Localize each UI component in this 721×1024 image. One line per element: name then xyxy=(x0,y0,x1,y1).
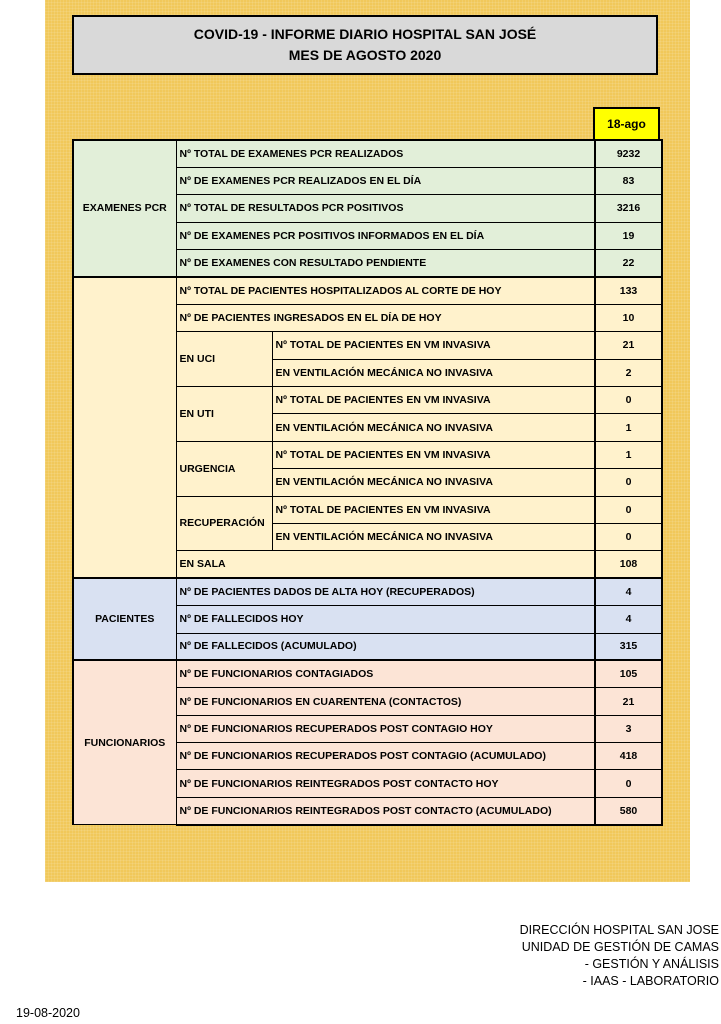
row-value: 418 xyxy=(595,743,662,770)
unit-label-uci: EN UCI xyxy=(176,332,272,387)
row-label: Nº DE FUNCIONARIOS REINTEGRADOS POST CONTACTO HOY xyxy=(176,770,595,797)
row-label: Nº DE FUNCIONARIOS CONTAGIADOS xyxy=(176,660,595,687)
report-title-line2: MES DE AGOSTO 2020 xyxy=(288,47,442,63)
table-row xyxy=(73,140,662,167)
row-value: 105 xyxy=(595,660,662,687)
row-value: 0 xyxy=(595,496,662,523)
report-title xyxy=(72,15,658,75)
group-label-examenes: EXAMENES PCR xyxy=(73,140,176,277)
row-value: 133 xyxy=(595,277,662,304)
row-value: 4 xyxy=(595,606,662,633)
row-value: 4 xyxy=(595,578,662,605)
row-label: EN VENTILACIÓN MECÁNICA NO INVASIVA xyxy=(272,359,595,386)
row-label: Nº TOTAL DE EXAMENES PCR REALIZADOS xyxy=(176,140,595,167)
row-value: 19 xyxy=(595,222,662,249)
row-label: EN VENTILACIÓN MECÁNICA NO INVASIVA xyxy=(272,414,595,441)
row-label: Nº TOTAL DE PACIENTES HOSPITALIZADOS AL CORTE DE HOY xyxy=(176,277,595,304)
row-value: 83 xyxy=(595,167,662,194)
group-label-funcionarios: FUNCIONARIOS xyxy=(73,660,176,824)
row-value: 1 xyxy=(595,414,662,441)
row-value: 9232 xyxy=(595,140,662,167)
table-row xyxy=(73,578,662,605)
row-label: Nº TOTAL DE PACIENTES EN VM INVASIVA xyxy=(272,387,595,414)
row-label: Nº DE PACIENTES DADOS DE ALTA HOY (RECUPERADOS) xyxy=(176,578,595,605)
row-value: 580 xyxy=(595,797,662,824)
row-label: Nº DE FALLECIDOS (ACUMULADO) xyxy=(176,633,595,660)
row-label: Nº TOTAL DE PACIENTES EN VM INVASIVA xyxy=(272,441,595,468)
row-label: Nº TOTAL DE RESULTADOS PCR POSITIVOS xyxy=(176,195,595,222)
report-title-line1: COVID-19 - INFORME DIARIO HOSPITAL SAN JOSÉ xyxy=(193,26,537,42)
row-label: Nº DE EXAMENES CON RESULTADO PENDIENTE xyxy=(176,250,595,277)
group-label-hospitalizados xyxy=(73,277,176,578)
row-value: 22 xyxy=(595,250,662,277)
row-label: EN SALA xyxy=(176,551,595,578)
footer-line: DIRECCIÓN HOSPITAL SAN JOSE xyxy=(519,923,719,937)
row-value: 0 xyxy=(595,469,662,496)
row-label: Nº DE FALLECIDOS HOY xyxy=(176,606,595,633)
row-label: Nº TOTAL DE PACIENTES EN VM INVASIVA xyxy=(272,332,595,359)
row-value: 2 xyxy=(595,359,662,386)
report-date: 19-08-2020 xyxy=(16,1006,80,1020)
row-label: Nº DE FUNCIONARIOS RECUPERADOS POST CONTAGIO HOY xyxy=(176,715,595,742)
unit-label-urgencia: URGENCIA xyxy=(176,441,272,496)
row-label: Nº DE FUNCIONARIOS EN CUARENTENA (CONTACTOS) xyxy=(176,688,595,715)
row-label: EN VENTILACIÓN MECÁNICA NO INVASIVA xyxy=(272,469,595,496)
row-value: 0 xyxy=(595,523,662,550)
row-label: Nº DE EXAMENES PCR POSITIVOS INFORMADOS EN EL DÍA xyxy=(176,222,595,249)
row-value: 21 xyxy=(595,332,662,359)
unit-label-recuperacion: RECUPERACIÓN xyxy=(176,496,272,551)
row-label: Nº DE PACIENTES INGRESADOS EN EL DÍA DE HOY xyxy=(176,304,595,331)
row-label: Nº DE FUNCIONARIOS RECUPERADOS POST CONTAGIO (ACUMULADO) xyxy=(176,743,595,770)
row-value: 3216 xyxy=(595,195,662,222)
group-label-pacientes: PACIENTES xyxy=(73,578,176,660)
footer-line: UNIDAD DE GESTIÓN DE CAMAS xyxy=(521,940,719,954)
row-label: Nº DE EXAMENES PCR REALIZADOS EN EL DÍA xyxy=(176,167,595,194)
table-row xyxy=(73,277,662,304)
date-column-header: 18-ago xyxy=(593,107,660,141)
row-value: 10 xyxy=(595,304,662,331)
footer-line: - IAAS - LABORATORIO xyxy=(582,974,719,988)
row-value: 315 xyxy=(595,633,662,660)
unit-label-uti: EN UTI xyxy=(176,387,272,442)
footer-line: - GESTIÓN Y ANÁLISIS xyxy=(584,957,719,971)
row-label: EN VENTILACIÓN MECÁNICA NO INVASIVA xyxy=(272,523,595,550)
table-row xyxy=(73,660,662,687)
row-label: Nº DE FUNCIONARIOS REINTEGRADOS POST CONTACTO (ACUMULADO) xyxy=(176,797,595,824)
report-table xyxy=(72,139,663,826)
footer-signature xyxy=(520,922,719,990)
row-value: 108 xyxy=(595,551,662,578)
row-value: 3 xyxy=(595,715,662,742)
row-value: 0 xyxy=(595,770,662,797)
row-value: 1 xyxy=(595,441,662,468)
row-value: 21 xyxy=(595,688,662,715)
row-value: 0 xyxy=(595,387,662,414)
row-label: Nº TOTAL DE PACIENTES EN VM INVASIVA xyxy=(272,496,595,523)
